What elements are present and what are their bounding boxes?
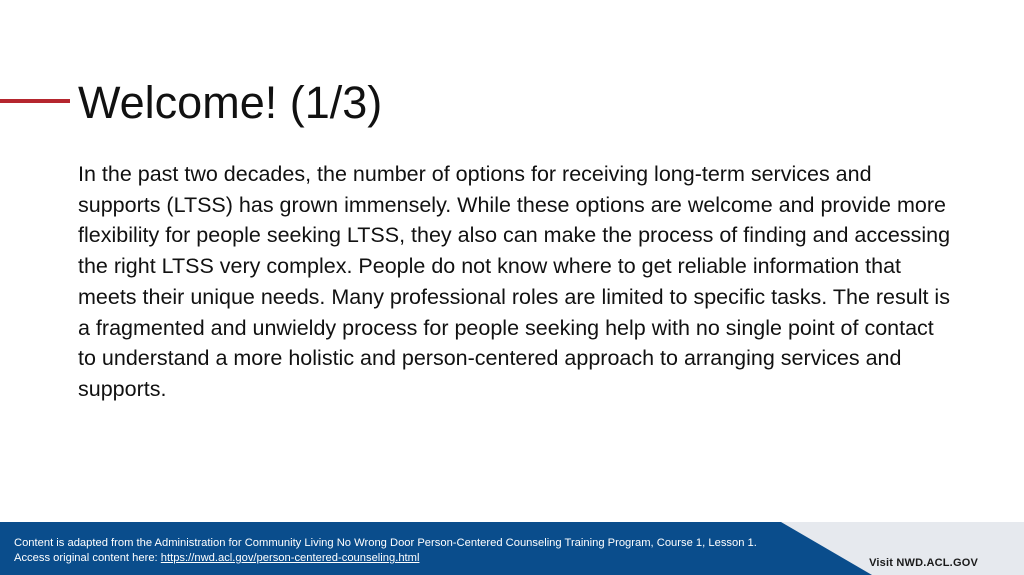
footer-access-prefix: Access original content here:	[14, 552, 161, 564]
footer-credit	[14, 536, 757, 566]
footer-credit-line: Content is adapted from the Administration for Community Living No Wrong Door Person-Centered Counseling Training Program, Course 1, Lesson 1.	[14, 537, 757, 549]
footer-access-line	[14, 551, 757, 566]
slide-body-text: In the past two decades, the number of options for receiving long-term services and supports (LTSS) has grown immensely. While these options are welcome and provide more flexibility for people seeking LTSS, they also can make the process of finding and accessing the right LTSS very complex. People do not know where to get reliable information that meets their unique needs. Many professional roles are limited to specific tasks. The result is a fragmented and unwieldy process for people seeking help with no single point of contact to understand a more holistic and person-centered approach to arranging services and supports.	[78, 162, 951, 401]
visit-site-label: Visit NWD.ACL.GOV	[869, 557, 978, 569]
title-accent-line	[0, 99, 70, 103]
slide-title: Welcome! (1/3)	[78, 77, 383, 128]
original-content-link[interactable]: https://nwd.acl.gov/person-centered-counseling.html	[160, 552, 420, 564]
